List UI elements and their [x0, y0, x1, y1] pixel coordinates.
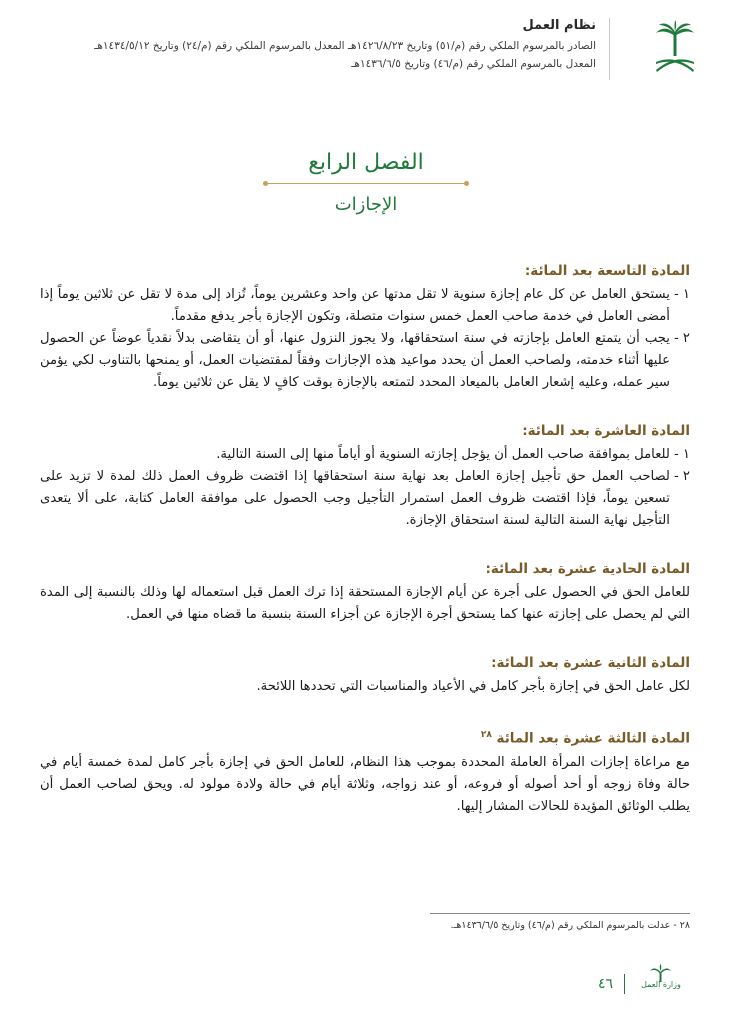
item-number: ١ -: [673, 447, 690, 462]
palm-and-swords-emblem-icon: [650, 20, 700, 76]
page-header: [60, 12, 710, 82]
article-109: [40, 260, 690, 394]
article-title: المادة العاشرة بعد المائة:: [522, 423, 690, 439]
page-footer: [0, 954, 732, 1004]
header-divider: [609, 18, 610, 80]
article-item: [40, 328, 690, 394]
chapter-subtitle: الإجازات: [334, 194, 398, 215]
chapter-divider: [265, 183, 467, 184]
item-text: يجب أن يتمتع العامل بإجازته في سنة استحقاقها، ولا يجوز النزول عنها، أو أن يتقاضى بدلاً نقدياً عوضاً عن الحصول عليها أثناء خدمته، ولصاحب العمل أن يحدد مواعيد هذه الإجازات وفقاً لمقتضيات العمل، أو يمنحها بالتناوب لكي يؤمن سير عمله، وعليه إشعار العامل بالميعاد المحدد لتمتعه بالإجازة بوقت كافٍ لا يقل عن ثلاثين يوماً.: [40, 331, 670, 390]
item-number: ٢ -: [673, 469, 690, 484]
footnote: ٢٨ - عدلت بالمرسوم الملكي رقم (م/٤٦) وتاريخ ١٤٣٦/٦/٥هـ.: [450, 920, 690, 931]
item-number: ١ -: [673, 287, 690, 302]
article-item: [40, 466, 690, 532]
article-111: [40, 558, 690, 626]
article-title: [40, 724, 690, 750]
page-content: [40, 260, 690, 844]
article-item: [40, 284, 690, 328]
page-number: ٤٦: [598, 976, 614, 992]
item-text: للعامل بموافقة صاحب العمل أن يؤجل إجازته السنوية أو أياماً منها إلى السنة التالية.: [216, 447, 670, 462]
law-subtitle-line2: المعدل بالمرسوم الملكي رقم (م/٤٦) وتاريخ ١٤٣٦/٦/٥هـ: [351, 58, 596, 70]
article-112: [40, 652, 690, 698]
article-title: المادة الحادية عشرة بعد المائة:: [485, 561, 690, 577]
chapter-heading: [0, 150, 732, 215]
header-text: [60, 18, 596, 73]
article-text: لكل عامل الحق في إجازة بأجر كامل في الأعياد والمناسبات التي تحددها اللائحة.: [256, 679, 690, 694]
article-113: [40, 724, 690, 818]
article-title-text: المادة الثالثة عشرة بعد المائة: [496, 730, 690, 747]
article-title: المادة الثانية عشرة بعد المائة:: [491, 655, 690, 671]
item-text: لصاحب العمل حق تأجيل إجازة العامل بعد نهاية سنة استحقاقها إذا اقتضت ظروف العمل ذلك لمدة لا تزيد على تسعين يوماً، فإذا اقتضت ظروف العمل استمرار التأجيل وجب الحصول على موافقة العامل كتابة، على ألا يتعدى التأجيل نهاية السنة التالية لسنة استحقاق الإجازة.: [40, 469, 670, 528]
footer-divider: [624, 974, 625, 994]
footnote-divider: [430, 913, 690, 914]
ministry-name: وزارة العمل: [641, 980, 681, 989]
article-item: [40, 444, 690, 466]
article-text: مع مراعاة إجازات المرأة العاملة المحددة بموجب هذا النظام، للعامل الحق في إجازة بأجر كامل لمدة خمسة أيام في حالة وفاة زوجه أو أحد أصوله أو فروعه، أو عند زواجه، وثلاثة أيام في حالة ولادة مولود له. ويحق لصاحب العمل أن يطلب الوثائق المؤيدة للحالات المشار إليها.: [40, 754, 690, 814]
article-title: المادة التاسعة بعد المائة:: [524, 263, 690, 279]
article-110: [40, 420, 690, 532]
law-subtitle-line1: الصادر بالمرسوم الملكي رقم (م/٥١) وتاريخ ١٤٢٦/٨/٢٣هـ المعدل بالمرسوم الملكي رقم (م/٢٤) وتاريخ ١٤٣٤/٥/١٢هـ: [94, 40, 596, 52]
law-title: نظام العمل: [522, 18, 596, 33]
chapter-title: الفصل الرابع: [308, 150, 424, 175]
item-number: ٢ -: [673, 331, 690, 346]
article-text: للعامل الحق في الحصول على أجرة عن أيام الإجازة المستحقة إذا ترك العمل قبل استعماله لها وذلك بالنسبة إلى المدة التي لم يحصل على إجازته عنها كما يستحق أجرة الإجازة عن أجزاء السنة بنسبة ما قضاه منها في العمل.: [40, 585, 690, 622]
item-text: يستحق العامل عن كل عام إجازة سنوية لا تقل مدتها عن واحد وعشرين يوماً، تُزاد إلى مدة لا تقل عن ثلاثين يوماً إذا أمضى العامل في خدمة صاحب العمل خمس سنوات متصلة، وتكون الإجازة بأجر يدفع مقدماً.: [40, 287, 670, 324]
footnote-reference[interactable]: ٢٨: [480, 730, 492, 740]
